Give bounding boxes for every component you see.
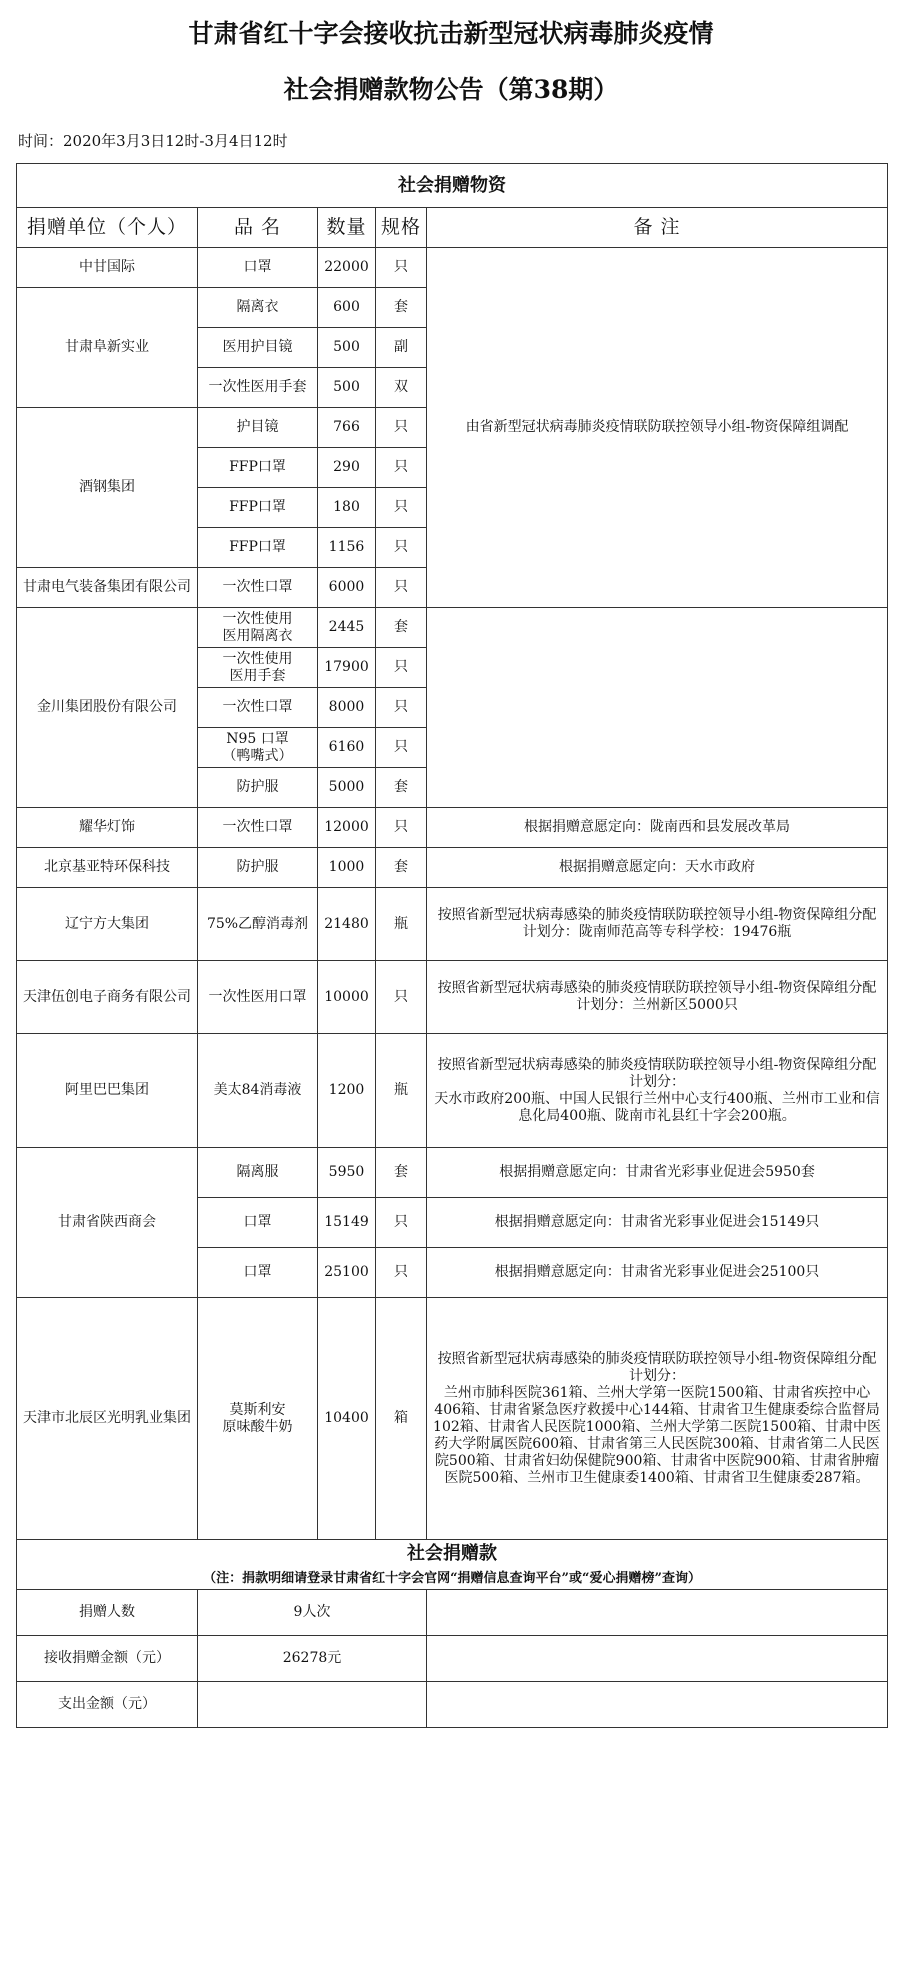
- donor-cell: 甘肃电气装备集团有限公司: [17, 568, 198, 608]
- note-cell: 根据捐赠意愿定向：甘肃省光彩事业促进会15149只: [427, 1198, 888, 1248]
- qty-cell: 22000: [318, 248, 376, 288]
- table-row: [17, 1636, 888, 1682]
- qty-cell: 25100: [318, 1248, 376, 1298]
- goods-section-row: [17, 164, 888, 208]
- page-subtitle: 社会捐赠款物公告（第38期）: [283, 75, 619, 104]
- item-cell: 口罩: [198, 1248, 318, 1298]
- qty-cell: 1000: [318, 848, 376, 888]
- qty-cell: 2445: [318, 608, 376, 648]
- qty-cell: 1200: [318, 1034, 376, 1148]
- donor-cell: 辽宁方大集团: [17, 888, 198, 961]
- unit-cell: 只: [376, 648, 427, 688]
- item-cell: 一次性口罩: [198, 688, 318, 728]
- expense-value: [198, 1682, 427, 1728]
- unit-cell: 只: [376, 728, 427, 768]
- qty-cell: 21480: [318, 888, 376, 961]
- received-value: 26278元: [198, 1636, 427, 1682]
- item-cell: 隔离衣: [198, 288, 318, 328]
- item-cell: 口罩: [198, 248, 318, 288]
- donation-table: [16, 163, 888, 1728]
- item-cell: N95 口罩 （鸭嘴式）: [198, 728, 318, 768]
- money-section-row: [17, 1540, 888, 1568]
- item-cell: 一次性口罩: [198, 568, 318, 608]
- note-cell: 按照省新型冠状病毒感染的肺炎疫情联防联控领导小组-物资保障组分配计划分： 兰州市肺科医院361箱、兰州大学第一医院1500箱、甘肃省疾控中心406箱、甘肃省紧急医疗救援中心144箱、甘肃省卫生健康委综合监督局102箱、甘肃省人民医院1000箱、兰州大学第二医院1500箱、甘肃中医药大学附属医院600箱、甘肃省第三人民医院300箱、甘肃省第二人民医院500箱、甘肃省妇幼保健院900箱、甘肃省中医院900箱、甘肃省肿瘤医院500箱、兰州市卫生健康委1400箱、甘肃省卫生健康委287箱。: [427, 1298, 888, 1540]
- donor-cell: 酒钢集团: [17, 408, 198, 568]
- qty-cell: 10000: [318, 961, 376, 1034]
- qty-cell: 290: [318, 448, 376, 488]
- item-cell: FFP口罩: [198, 488, 318, 528]
- unit-cell: 套: [376, 848, 427, 888]
- table-row: [17, 961, 888, 1034]
- donor-count-value: 9人次: [198, 1590, 427, 1636]
- money-note-row: [17, 1568, 888, 1590]
- item-cell: 一次性医用手套: [198, 368, 318, 408]
- unit-cell: 只: [376, 688, 427, 728]
- item-cell: 医用护目镜: [198, 328, 318, 368]
- table-row: [17, 1034, 888, 1148]
- unit-cell: 只: [376, 568, 427, 608]
- donor-cell: 耀华灯饰: [17, 808, 198, 848]
- table-row: [17, 1298, 888, 1540]
- table-row: [17, 808, 888, 848]
- unit-cell: 只: [376, 488, 427, 528]
- note-cell: 根据捐赠意愿定向：陇南西和县发展改革局: [427, 808, 888, 848]
- unit-cell: 瓶: [376, 888, 427, 961]
- donor-cell: 天津伍创电子商务有限公司: [17, 961, 198, 1034]
- item-cell: 口罩: [198, 1198, 318, 1248]
- item-cell: 美太84消毒液: [198, 1034, 318, 1148]
- qty-cell: 766: [318, 408, 376, 448]
- item-cell: 防护服: [198, 848, 318, 888]
- donor-cell: 甘肃阜新实业: [17, 288, 198, 408]
- qty-cell: 5950: [318, 1148, 376, 1198]
- donor-cell: 中甘国际: [17, 248, 198, 288]
- qty-cell: 5000: [318, 768, 376, 808]
- unit-cell: 瓶: [376, 1034, 427, 1148]
- time-range: 时间：2020年3月3日12时-3月4日12时: [18, 132, 288, 150]
- donor-cell: 阿里巴巴集团: [17, 1034, 198, 1148]
- table-row: [17, 608, 888, 648]
- header-unit: 规格: [376, 208, 427, 248]
- table-row: [17, 1148, 888, 1198]
- header-qty: 数量: [318, 208, 376, 248]
- item-cell: 护目镜: [198, 408, 318, 448]
- item-cell: 防护服: [198, 768, 318, 808]
- item-cell: 75%乙醇消毒剂: [198, 888, 318, 961]
- item-cell: 一次性使用 医用隔离衣: [198, 608, 318, 648]
- unit-cell: 套: [376, 608, 427, 648]
- unit-cell: 双: [376, 368, 427, 408]
- unit-cell: 套: [376, 288, 427, 328]
- qty-cell: 17900: [318, 648, 376, 688]
- qty-cell: 6160: [318, 728, 376, 768]
- unit-cell: 只: [376, 808, 427, 848]
- empty-cell: [427, 1590, 888, 1636]
- unit-cell: 只: [376, 448, 427, 488]
- qty-cell: 500: [318, 328, 376, 368]
- note-cell: [427, 608, 888, 808]
- empty-cell: [427, 1682, 888, 1728]
- qty-cell: 8000: [318, 688, 376, 728]
- qty-cell: 10400: [318, 1298, 376, 1540]
- item-cell: 一次性医用口罩: [198, 961, 318, 1034]
- table-row: [17, 1682, 888, 1728]
- unit-cell: 只: [376, 528, 427, 568]
- note-cell: 由省新型冠状病毒肺炎疫情联防联控领导小组-物资保障组调配: [427, 248, 888, 608]
- page-title: 甘肃省红十字会接收抗击新型冠状病毒肺炎疫情: [188, 19, 714, 48]
- unit-cell: 只: [376, 1198, 427, 1248]
- qty-cell: 6000: [318, 568, 376, 608]
- unit-cell: 只: [376, 248, 427, 288]
- header-item: 品 名: [198, 208, 318, 248]
- table-row: [17, 248, 888, 288]
- item-cell: 莫斯利安 原味酸牛奶: [198, 1298, 318, 1540]
- note-cell: 根据捐赠意愿定向：天水市政府: [427, 848, 888, 888]
- money-note: （注：捐款明细请登录甘肃省红十字会官网“捐赠信息查询平台”或“爱心捐赠榜”查询）: [17, 1568, 888, 1590]
- unit-cell: 箱: [376, 1298, 427, 1540]
- qty-cell: 12000: [318, 808, 376, 848]
- header-note: 备 注: [427, 208, 888, 248]
- note-cell: 按照省新型冠状病毒感染的肺炎疫情联防联控领导小组-物资保障组分配计划分：陇南师范高等专科学校：19476瓶: [427, 888, 888, 961]
- donor-count-label: 捐赠人数: [17, 1590, 198, 1636]
- qty-cell: 500: [318, 368, 376, 408]
- item-cell: FFP口罩: [198, 448, 318, 488]
- item-cell: FFP口罩: [198, 528, 318, 568]
- header-row: [17, 208, 888, 248]
- qty-cell: 1156: [318, 528, 376, 568]
- goods-section-title: 社会捐赠物资: [17, 164, 888, 208]
- item-cell: 一次性口罩: [198, 808, 318, 848]
- qty-cell: 15149: [318, 1198, 376, 1248]
- table-row: [17, 1590, 888, 1636]
- qty-cell: 600: [318, 288, 376, 328]
- unit-cell: 副: [376, 328, 427, 368]
- note-cell: 根据捐赠意愿定向：甘肃省光彩事业促进会5950套: [427, 1148, 888, 1198]
- note-cell: 按照省新型冠状病毒感染的肺炎疫情联防联控领导小组-物资保障组分配计划分：兰州新区5000只: [427, 961, 888, 1034]
- unit-cell: 只: [376, 408, 427, 448]
- item-cell: 隔离服: [198, 1148, 318, 1198]
- donor-cell: 甘肃省陕西商会: [17, 1148, 198, 1298]
- item-cell: 一次性使用 医用手套: [198, 648, 318, 688]
- note-cell: 按照省新型冠状病毒感染的肺炎疫情联防联控领导小组-物资保障组分配计划分： 天水市政府200瓶、中国人民银行兰州中心支行400瓶、兰州市工业和信息化局400瓶、陇南市礼县红十字会200瓶。: [427, 1034, 888, 1148]
- unit-cell: 只: [376, 1248, 427, 1298]
- donor-cell: 天津市北辰区光明乳业集团: [17, 1298, 198, 1540]
- table-row: [17, 848, 888, 888]
- unit-cell: 只: [376, 961, 427, 1034]
- received-label: 接收捐赠金额（元）: [17, 1636, 198, 1682]
- unit-cell: 套: [376, 1148, 427, 1198]
- table-row: [17, 888, 888, 961]
- donor-cell: 北京基亚特环保科技: [17, 848, 198, 888]
- money-section-title: 社会捐赠款: [17, 1540, 888, 1568]
- unit-cell: 套: [376, 768, 427, 808]
- note-cell: 根据捐赠意愿定向：甘肃省光彩事业促进会25100只: [427, 1248, 888, 1298]
- qty-cell: 180: [318, 488, 376, 528]
- header-donor: 捐赠单位（个人）: [17, 208, 198, 248]
- expense-label: 支出金额（元）: [17, 1682, 198, 1728]
- empty-cell: [427, 1636, 888, 1682]
- donor-cell: 金川集团股份有限公司: [17, 608, 198, 808]
